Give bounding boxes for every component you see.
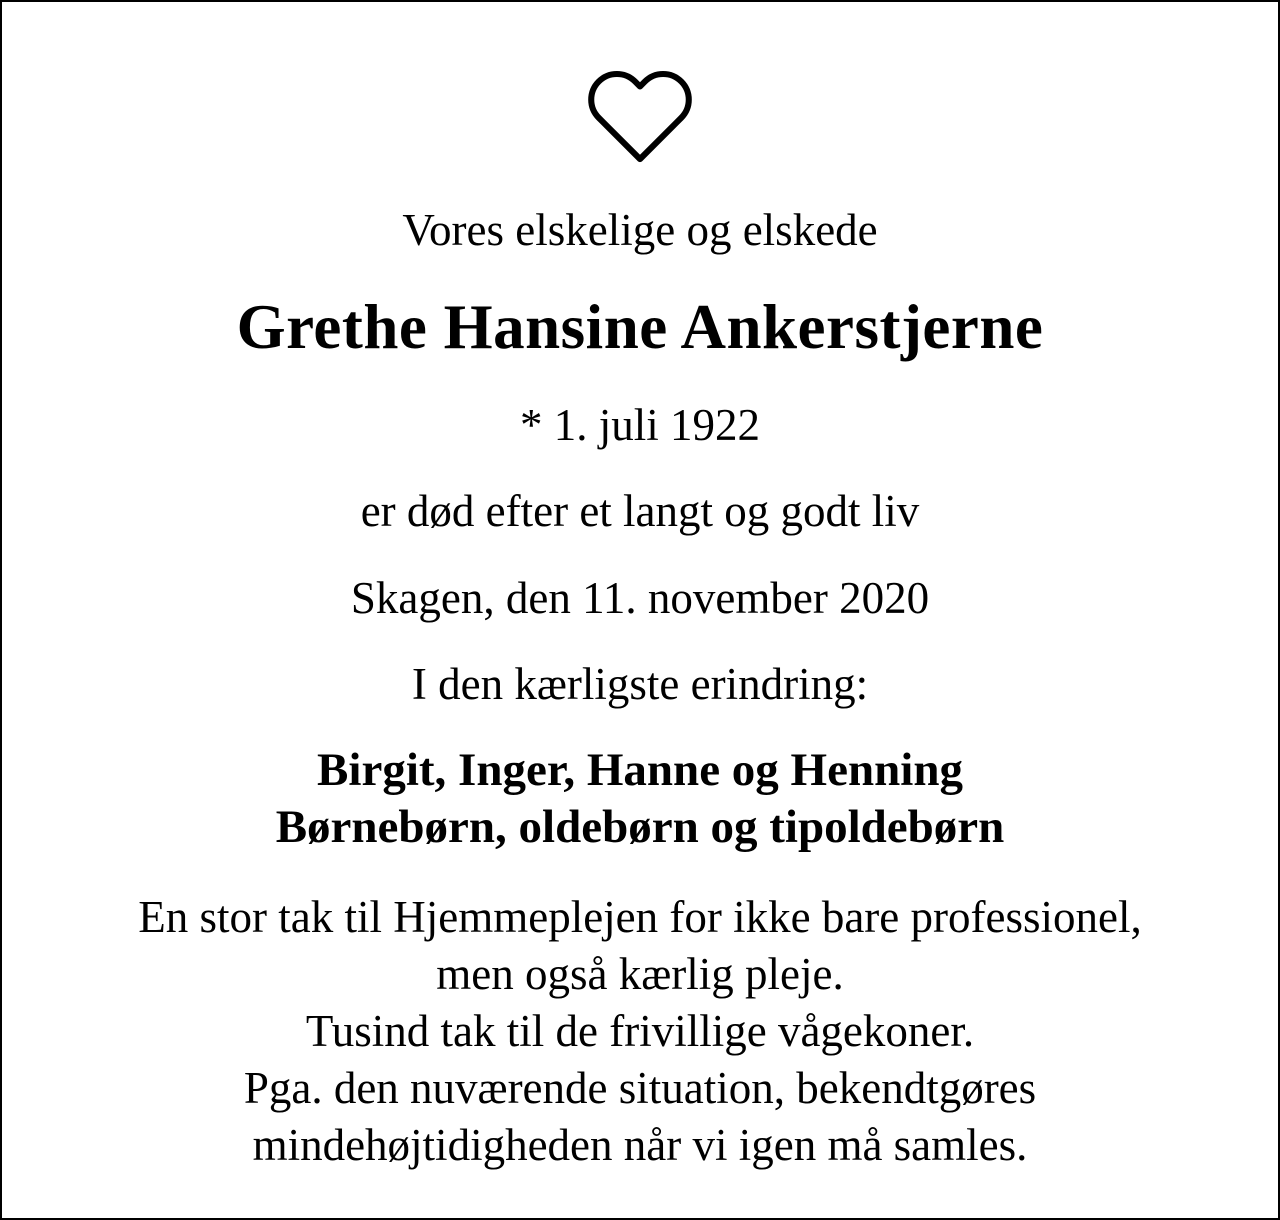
family-names-block [42,742,1238,857]
death-statement-line: er død efter et langt og godt liv [360,486,920,537]
deceased-name: Grethe Hansine Ankerstjerne [236,292,1044,363]
thanks-line-1: En stor tak til Hjemmeplejen for ikke bare professionel, [138,891,1142,942]
memory-line: I den kærligste erindring: [411,658,869,709]
family-names-line-1: Birgit, Inger, Hanne og Henning [317,744,963,796]
intro-line: Vores elskelige og elskede [402,205,878,255]
thanks-line-3: Tusind tak til de frivillige vågekoner. [305,1005,975,1056]
thanks-line-2: men også kærlig pleje. [436,948,844,999]
thanks-paragraph [22,889,1258,1175]
family-names-line-2: Børnebørn, oldebørn og tipoldebørn [275,801,1005,854]
birth-date-line: * 1. juli 1922 [519,400,760,450]
thanks-line-4: Pga. den nuværende situation, bekendtgøres [243,1063,1037,1114]
heart-outline-icon [578,60,702,172]
place-date-line: Skagen, den 11. november 2020 [350,572,930,623]
thanks-line-5: mindehøjtidigheden når vi igen må samles. [252,1120,1028,1171]
